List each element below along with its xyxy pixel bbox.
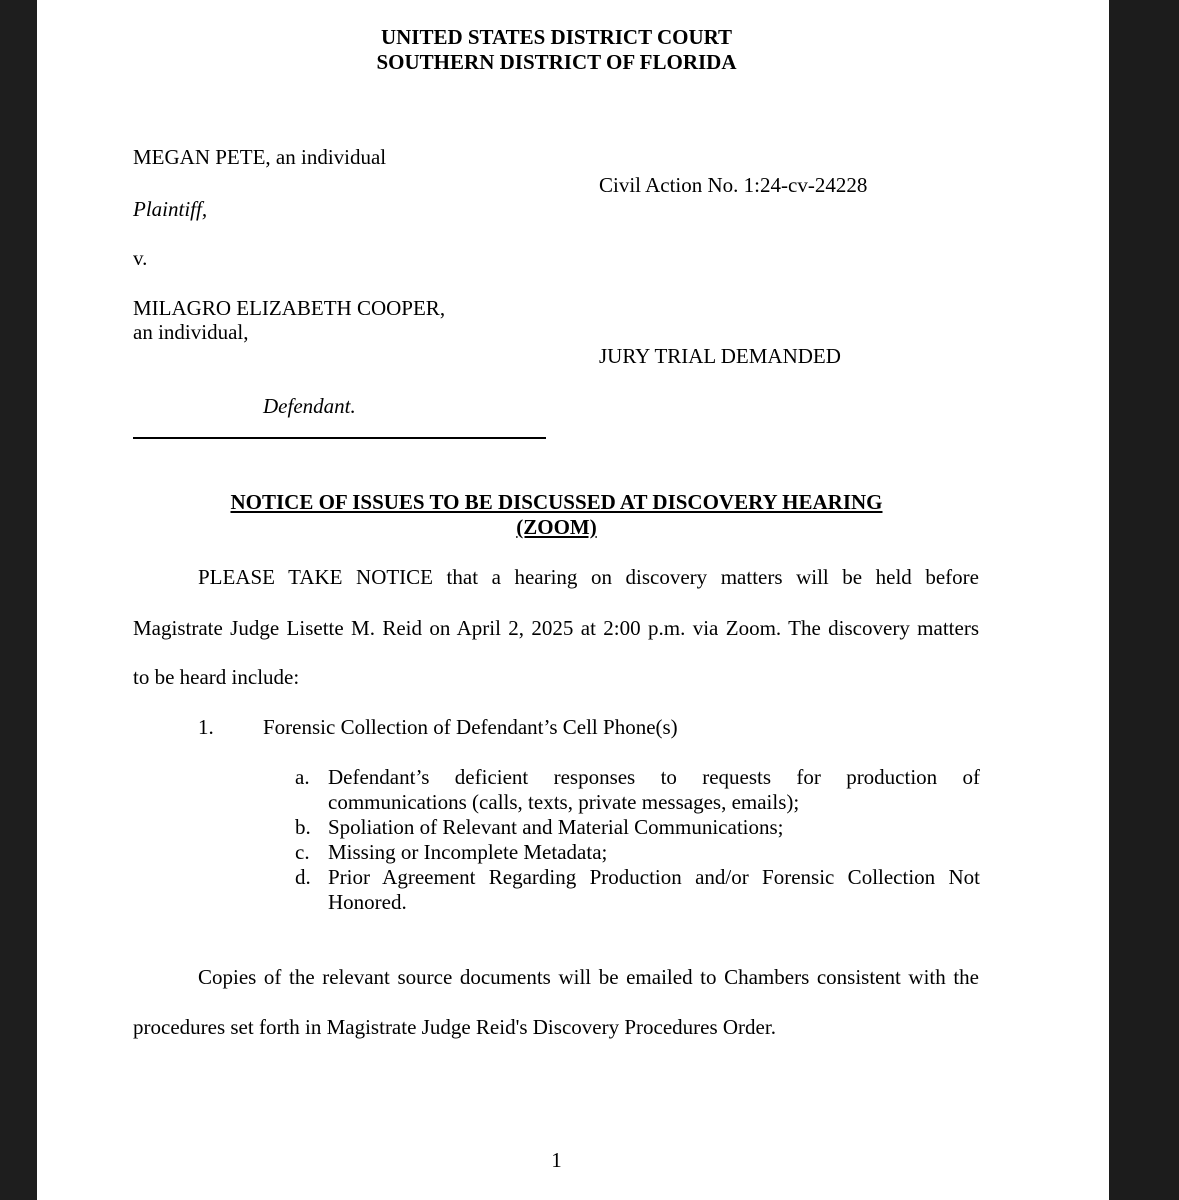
subitem-text-line1: Defendant’s deficient responses to requests for production of bbox=[328, 765, 980, 789]
subitem-text-line1: Missing or Incomplete Metadata; bbox=[328, 840, 608, 864]
para1-line1: PLEASE TAKE NOTICE that a hearing on discovery matters will be held before bbox=[198, 565, 979, 589]
defendant-name-line2: an individual, bbox=[133, 320, 249, 344]
document-page bbox=[37, 0, 1109, 1200]
item1-text: Forensic Collection of Defendant’s Cell Phone(s) bbox=[263, 715, 678, 739]
item1-number: 1. bbox=[198, 715, 214, 739]
versus: v. bbox=[133, 246, 148, 270]
subitem-text-line1: Prior Agreement Regarding Production and/or Forensic Collection Not bbox=[328, 865, 980, 889]
case-number: Civil Action No. 1:24-cv-24228 bbox=[599, 173, 868, 197]
para2-line2: procedures set forth in Magistrate Judge Reid's Discovery Procedures Order. bbox=[133, 1015, 776, 1039]
para1-line2: Magistrate Judge Lisette M. Reid on April 2, 2025 at 2:00 p.m. via Zoom. The discovery matters bbox=[133, 616, 979, 640]
subitem-text-line2: Honored. bbox=[328, 890, 407, 914]
right-border bbox=[1109, 0, 1179, 1200]
subitem-text-line2: communications (calls, texts, private messages, emails); bbox=[328, 790, 800, 814]
defendant-name-line1: MILAGRO ELIZABETH COOPER, bbox=[133, 296, 446, 320]
defendant-role: Defendant. bbox=[263, 394, 356, 418]
court-name-line1: UNITED STATES DISTRICT COURT bbox=[380, 25, 733, 49]
para1-line3: to be heard include: bbox=[133, 665, 300, 689]
plaintiff-role: Plaintiff, bbox=[133, 197, 208, 221]
notice-title-line1: NOTICE OF ISSUES TO BE DISCUSSED AT DISCOVERY HEARING bbox=[230, 490, 883, 514]
jury-demand: JURY TRIAL DEMANDED bbox=[599, 344, 841, 368]
caption-rule bbox=[133, 437, 546, 439]
notice-title-line2: (ZOOM) bbox=[516, 515, 597, 539]
subitem-text-line1: Spoliation of Relevant and Material Communications; bbox=[328, 815, 784, 839]
left-border bbox=[0, 0, 37, 1200]
subitem-letter: d. bbox=[295, 865, 311, 889]
subitem-letter: c. bbox=[295, 840, 310, 864]
court-name-line2: SOUTHERN DISTRICT OF FLORIDA bbox=[376, 50, 737, 74]
plaintiff-name: MEGAN PETE, an individual bbox=[133, 145, 387, 169]
page-number: 1 bbox=[551, 1148, 562, 1172]
subitem-letter: a. bbox=[295, 765, 310, 789]
para2-line1: Copies of the relevant source documents will be emailed to Chambers consistent with the bbox=[198, 965, 979, 989]
subitem-letter: b. bbox=[295, 815, 311, 839]
